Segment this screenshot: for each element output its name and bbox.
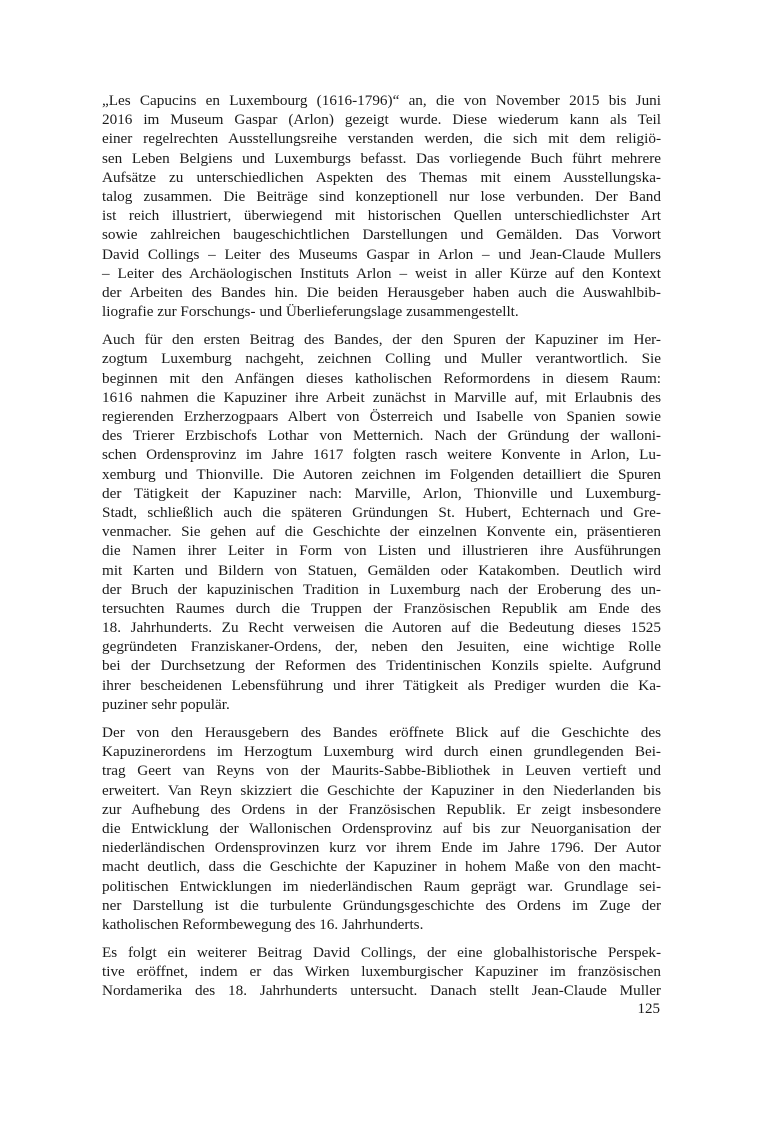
text-line: macht deutlich, dass die Geschichte der Kapuziner in hohem Maße von den macht-	[102, 858, 661, 876]
paragraph-gap	[102, 934, 661, 943]
text-line: liografie zur Forschungs- und Überlieferungslage zusammengestellt.	[102, 303, 519, 321]
paragraph	[102, 723, 661, 934]
text-line: Auch für den ersten Beitrag des Bandes, der den Spuren der Kapuziner im Her-	[102, 331, 661, 349]
text-line: tive eröffnet, indem er das Wirken luxemburgischer Kapuziner im französischen	[102, 963, 661, 981]
text-line: die Entwicklung der Wallonischen Ordensprovinz auf bis zur Neuorganisation der	[102, 819, 661, 837]
text-line: einer regelrechten Ausstellungsreihe verstanden werden, die sich mit dem religiö-	[102, 130, 661, 148]
text-line: sowie zahlreichen baugeschichtlichen Darstellungen und Gemälden. Das Vorwort	[102, 226, 661, 244]
page-number: 125	[637, 1001, 660, 1017]
text-line: – Leiter des Archäologischen Instituts Arlon – weist in aller Kürze auf den Kontext	[102, 264, 661, 282]
text-line: venmacher. Sie gehen auf die Geschichte der einzelnen Konvente ein, präsentieren	[102, 523, 661, 541]
text-line: David Collings – Leiter des Museums Gaspar in Arlon – und Jean-Claude Mullers	[102, 245, 661, 263]
text-line: Nordamerika des 18. Jahrhunderts untersucht. Danach stellt Jean-Claude Muller	[102, 982, 661, 1000]
paragraph-gap	[102, 321, 661, 330]
text-line: Kapuzinerordens im Herzogtum Luxemburg wird durch einen grundlegenden Bei-	[102, 743, 661, 761]
text-line: 1616 nahmen die Kapuziner ihre Arbeit zunächst in Marville auf, mit Erlaubnis des	[102, 388, 661, 406]
text-line: puziner sehr populär.	[102, 695, 230, 713]
text-line: talog zusammen. Die Beiträge sind konzeptionell nur lose verbunden. Der Band	[102, 187, 661, 205]
text-line: mit Karten und Bildern von Statuen, Gemälden oder Katakomben. Deutlich wird	[102, 561, 661, 579]
text-line: des Trierer Erzbischofs Lothar von Metternich. Nach der Gründung der walloni-	[102, 427, 661, 445]
text-line: xemburg und Thionville. Die Autoren zeichnen im Folgenden detailliert die Spuren	[102, 465, 661, 483]
text-line: zur Aufhebung des Ordens in der Französischen Republik. Er zeigt insbesondere	[102, 800, 661, 818]
text-line: sen Leben Belgiens und Luxemburgs befasst. Das vorliegende Buch führt mehrere	[102, 149, 661, 167]
text-line: der Arbeiten des Bandes hin. Die beiden Herausgeber haben auch die Auswahlbib-	[102, 283, 661, 301]
text-line: Es folgt ein weiterer Beitrag David Collings, der eine globalhistorische Perspek-	[102, 944, 661, 962]
text-line: katholischen Reformbewegung des 16. Jahrhunderts.	[102, 915, 424, 933]
text-line: Stadt, schließlich auch die späteren Gründungen St. Hubert, Echternach und Gre-	[102, 503, 661, 521]
text-line: der Tätigkeit der Kapuziner nach: Marville, Arlon, Thionville und Luxemburg-	[102, 484, 661, 502]
text-line: regierenden Erzherzogpaars Albert von Österreich und Isabelle von Spanien sowie	[102, 408, 661, 425]
text-line: schen Ordensprovinz im Jahre 1617 folgten rasch weitere Konvente in Arlon, Lu-	[102, 446, 661, 464]
text-line: beginnen mit den Anfängen dieses katholischen Reformordens in diesem Raum:	[102, 369, 661, 387]
text-line: der Bruch der kapuzinischen Tradition in Luxemburg nach der Eroberung des un-	[102, 580, 661, 598]
text-line: Der von den Herausgebern des Bandes eröffnete Blick auf die Geschichte des	[102, 724, 661, 741]
text-line: trag Geert van Reyns von der Maurits-Sabbe-Bibliothek in Leuven vertieft und	[102, 762, 661, 780]
text-line: Aufsätze zu unterschiedlichen Aspekten des Themas mit einem Ausstellungska-	[102, 168, 661, 186]
text-line: ihrer bescheidenen Lebensführung und ihrer Tätigkeit als Prediger wurden die Ka-	[102, 676, 661, 694]
text-line: zogtum Luxemburg nachgeht, zeichnen Colling und Muller verantwortlich. Sie	[102, 350, 661, 368]
paragraph	[102, 943, 661, 1001]
body-text	[102, 91, 661, 1001]
text-line: gegründeten Franziskaner-Ordens, der, neben den Jesuiten, eine wichtige Rolle	[102, 638, 661, 656]
text-line: bei der Durchsetzung der Reformen des Tridentinischen Konzils spielte. Aufgrund	[102, 657, 661, 675]
text-line: niederländischen Ordensprovinzen kurz vor ihrem Ende im Jahre 1796. Der Autor	[102, 839, 661, 857]
text-line: politischen Entwicklungen im niederländischen Raum geprägt war. Grundlage sei-	[102, 877, 661, 895]
text-line: erweitert. Van Reyn skizziert die Geschichte der Kapuziner in den Niederlanden bis	[102, 781, 661, 799]
text-line: die Namen ihrer Leiter in Form von Listen und illustrieren ihre Ausführungen	[102, 542, 661, 560]
text-line: 18. Jahrhunderts. Zu Recht verweisen die Autoren auf die Bedeutung dieses 1525	[102, 619, 661, 637]
text-line: „Les Capucins en Luxembourg (1616-1796)“ an, die von November 2015 bis Juni	[102, 92, 661, 109]
paragraph-gap	[102, 714, 661, 723]
text-line: 2016 im Museum Gaspar (Arlon) gezeigt wurde. Diese wiederum kann als Teil	[102, 111, 661, 129]
text-line: tersuchten Raumes durch die Truppen der Französischen Republik am Ende des	[102, 599, 661, 617]
paragraph	[102, 91, 661, 321]
text-line: ist reich illustriert, überwiegend mit historischen Quellen unterschiedlichster Art	[102, 207, 661, 225]
paragraph	[102, 330, 661, 714]
text-line: ner Darstellung ist die turbulente Gründungsgeschichte des Ordens im Zuge der	[102, 896, 661, 914]
